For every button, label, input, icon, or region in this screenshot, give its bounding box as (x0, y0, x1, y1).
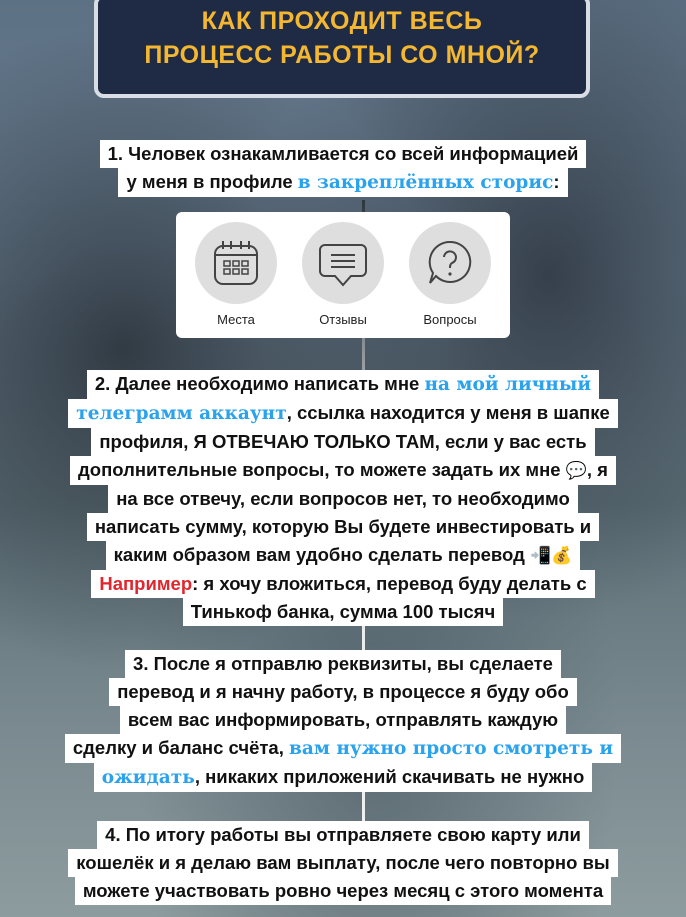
step-4-line-2: кошелёк и я делаю вам выплату, после чего повторно вы (68, 849, 617, 877)
step-2-line-1: 2. Далее необходимо написать мне на мой личный (87, 370, 599, 399)
example-label: Например (99, 573, 193, 594)
step-3-line-2: перевод и я начну работу, в процессе я буду обо (109, 678, 577, 706)
title-banner (94, 0, 590, 98)
step-2-line-6: написать сумму, которую Вы будете инвестировать и (87, 513, 599, 541)
telegram-link-cont[interactable]: телеграмм аккаунт (76, 403, 287, 424)
title-line-2: ПРОЦЕСС РАБОТЫ СО МНОЙ? (144, 41, 540, 69)
step-3 (0, 650, 686, 792)
step-2-line-3: профиля, Я ОТВЕЧАЮ ТОЛЬКО ТАМ, если у вас есть (91, 428, 594, 456)
step-3-line-3: всем вас информировать, отправлять каждую (120, 706, 566, 734)
message-icon (317, 237, 369, 289)
step-2-line-9: Тинькоф банка, сумма 100 тысяч (183, 598, 503, 626)
step-1 (0, 140, 686, 197)
step-4 (0, 821, 686, 905)
step-3-line-1: 3. После я отправлю реквизиты, вы сделаете (125, 650, 561, 678)
highlight-reviews[interactable] (297, 212, 389, 338)
step-2-line-2: телеграмм аккаунт, ссылка находится у меня в шапке (68, 399, 618, 428)
step-1-line-2: у меня в профиле в закреплённых сторис: (118, 168, 567, 197)
highlight-label: Отзывы (319, 312, 367, 327)
stories-link[interactable]: в закреплённых сторис (297, 172, 554, 193)
highlight-circle (195, 222, 277, 304)
step-1-line-1: 1. Человек ознакамливается со всей информацией (100, 140, 587, 168)
highlight-questions[interactable] (404, 212, 496, 338)
wait-link: ожидать (101, 767, 195, 788)
title-line-1: КАК ПРОХОДИТ ВЕСЬ (201, 7, 483, 35)
step-3-line-5: ожидать, никаких приложений скачивать не нужно (94, 763, 593, 792)
telegram-link[interactable]: на мой личный (424, 374, 592, 395)
step-2-line-8: Например: я хочу вложиться, перевод буду делать с (91, 570, 594, 598)
step-4-line-1: 4. По итогу работы вы отправляете свою карту или (97, 821, 589, 849)
highlight-circle (409, 222, 491, 304)
step-2-line-5: на все отвечу, если вопросов нет, то необходимо (108, 485, 578, 513)
step-4-line-3: можете участвовать ровно через месяц с этого момента (75, 877, 611, 905)
speech-bubble-icon: 💬 (565, 461, 587, 480)
highlight-label: Места (217, 312, 255, 327)
highlight-places[interactable] (190, 212, 282, 338)
step-2-line-4: дополнительные вопросы, то можете задать их мне 💬, я (70, 456, 616, 485)
calendar-icon (210, 237, 262, 289)
question-icon (424, 237, 476, 289)
step-3-line-4: сделку и баланс счёта, вам нужно просто смотреть и (65, 734, 621, 763)
step-2-line-7: каким образом вам удобно сделать перевод 📲💰 (106, 541, 581, 570)
highlight-label: Вопросы (423, 312, 477, 327)
step-2 (0, 370, 686, 626)
phone-money-icon: 📲💰 (530, 546, 573, 565)
watch-link: вам нужно просто смотреть и (289, 738, 614, 759)
story-highlights (176, 212, 510, 338)
highlight-circle (302, 222, 384, 304)
